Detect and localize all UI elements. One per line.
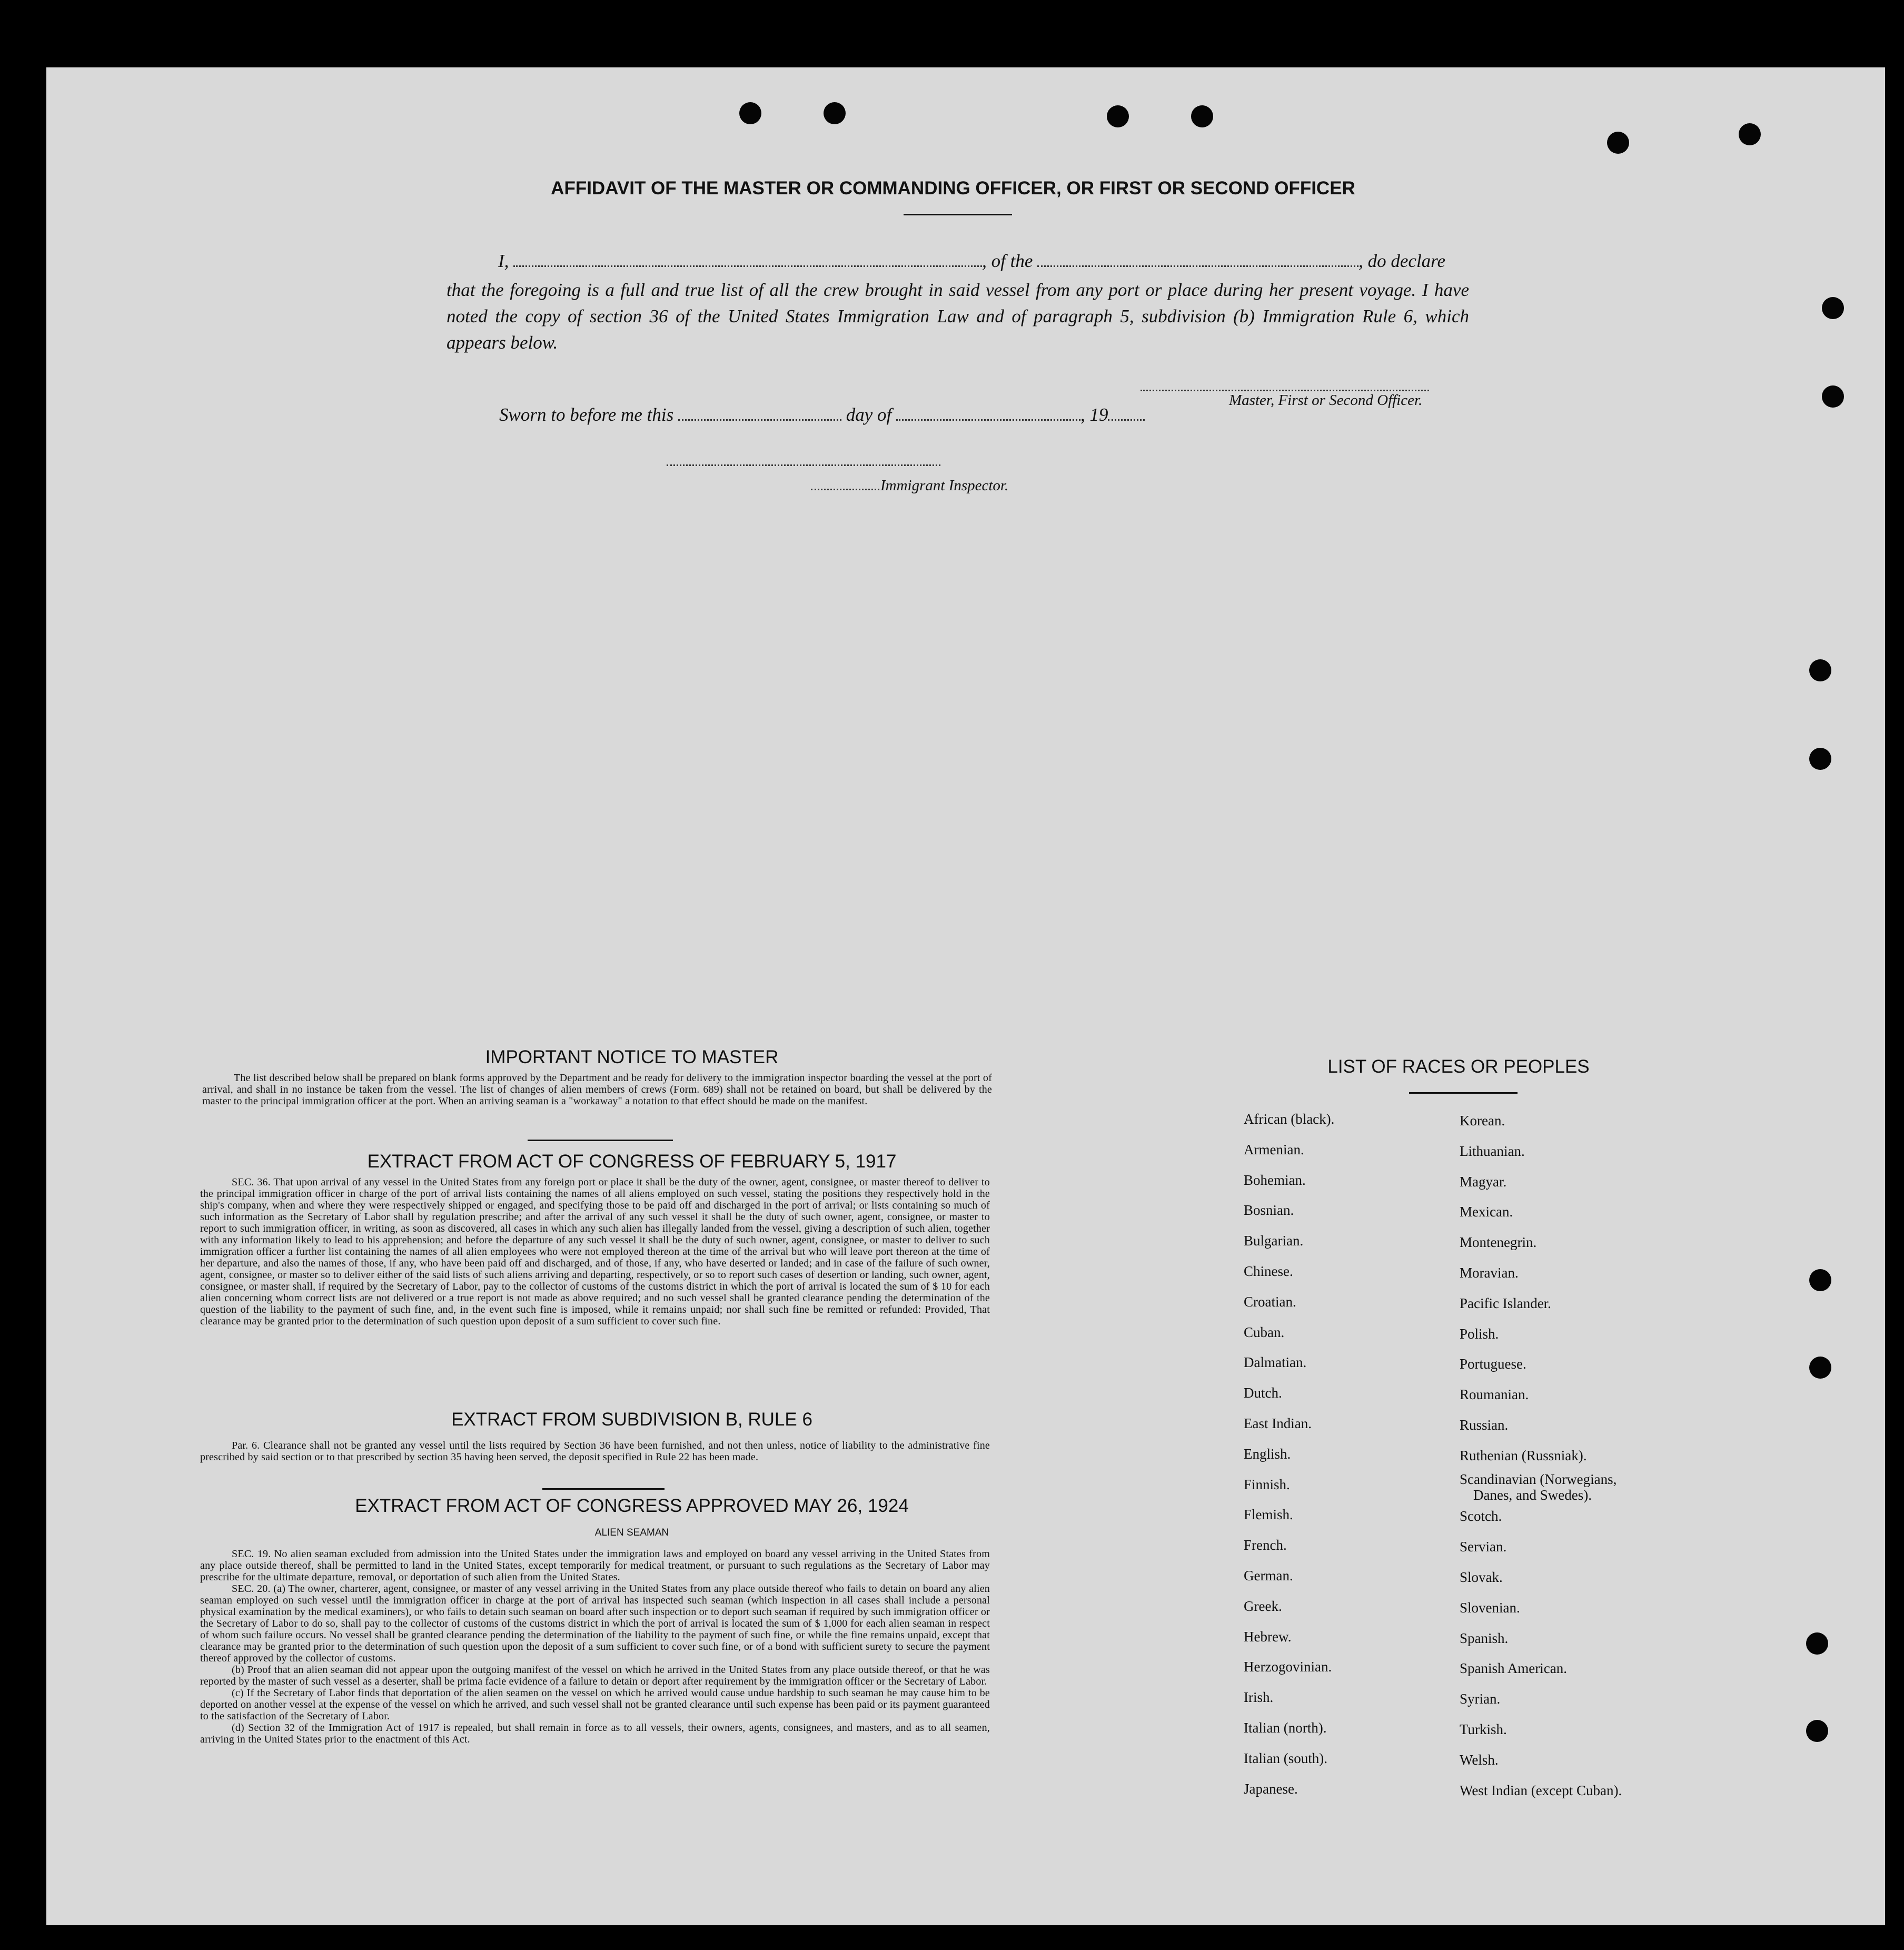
section-20a-text: SEC. 20. (a) The owner, charterer, agent, consignee, or master of any vessel arriving in the United States from any place outside thereof who fails to detain on board any alien seaman employed on such vessel until the immigration officer in charge at the port of arrival has inspected such seaman (which inspection in all cases shall include a personal physical examination by the medical examiners), or who fails to detain such seaman on board after such inspection or to deport such seaman if required by such immigration officer or the Secretary of Labor to do so, shall pay to the collector of customs of the customs district in which the port of arrival is located the sum of $ 1,000 for each alien seaman in respect of whom such failure occurs. No vessel shall be granted clearance pending the determination of the liability to the payment of such fine, or while the fine remains unpaid, except that clearance may be granted prior to the determination of such question upon the deposit of a sum sufficient to cover such fine, or of a bond with sufficient surety to secure the payment thereof approved by the collector of customs. [200,1583,990,1664]
punch-hole [1191,105,1213,127]
master-name-field[interactable] [513,265,982,267]
race-item: Scotch. [1460,1508,1502,1525]
race-item: Pacific Islander. [1460,1295,1551,1311]
race-item: Spanish American. [1460,1660,1567,1677]
notice-body [202,1072,992,1107]
inspector-label: Immigrant Inspector. [880,477,1009,494]
extract-1924-subtitle: ALIEN SEAMAN [594,1527,669,1538]
races-left-column [1244,1104,1334,1804]
sworn-day-field[interactable] [678,419,841,421]
punch-hole [1809,1357,1831,1379]
races-title: LIST OF RACES OR PEOPLES [1327,1056,1590,1077]
race-item: Portuguese. [1460,1356,1526,1372]
inspector-signature-line[interactable] [667,464,940,466]
section-19-text: SEC. 19. No alien seaman excluded from admission into the United States under the immigration laws and employed on board any vessel arriving in the United States from any place outside thereof, shall be permitted to land in the United States, except temporarily for medical treatment, or pursuant to such regulations as the Secretary of Labor may prescribe for the ultimate departure, removal, or deportation of such alien from the United States. [200,1548,990,1583]
punch-hole [1809,659,1831,681]
divider [1409,1092,1518,1094]
affidavit-title: AFFIDAVIT OF THE MASTER OR COMMANDING OFFICER, OR FIRST OR SECOND OFFICER [551,178,1355,199]
affidavit-body: that the foregoing is a full and true list of all the crew brought in said vessel from any port or place during her present voyage. I have noted the copy of section 36 of the United States Immigration Law and of paragraph 5, subdivision (b) Immigration Rule 6, which appears below. [447,280,1469,353]
divider [528,1140,673,1141]
race-item: Japanese. [1244,1780,1298,1797]
race-item: Mexican. [1460,1204,1513,1220]
affidavit-first-line [498,251,1470,272]
race-item: Danes, and Swedes). [1473,1487,1592,1503]
punch-hole [1822,297,1844,319]
notice-text: The list described below shall be prepared on blank forms approved by the Department and be ready for delivery to the immigration inspector boarding the vessel at the port of arrival, and shall in no instance be taken from the vessel. The list of changes of alien members of crews (Form. 689) shall not be retained on board, but shall be delivered by the master to the principal immigration officer at the port. When an arriving seaman is a "workaway" a notation to that effect should be made on the manifest. [202,1072,992,1107]
race-item: Bulgarian. [1244,1233,1304,1249]
race-item: Greek. [1244,1598,1282,1614]
race-item: Irish. [1244,1689,1274,1706]
year-label: , 19 [1080,404,1108,425]
punch-hole [1809,748,1831,770]
punch-hole [1739,123,1761,145]
section-36-text: SEC. 36. That upon arrival of any vessel in the United States from any foreign port or place it shall be the duty of the owner, agent, consignee, or master thereof to deliver to the principal immigration officer in charge of the port of arrival lists containing the names of all aliens employed on such vessel, stating the positions they respectively hold in the ship's company, when and where they were respectively shipped or engaged, and specifying those to be paid off and discharged in the port of arrival; or lists containing so much of such information as the Secretary of Labor shall by regulation prescribe; and after the arrival of any such vessel it shall be the duty of such owner, agent, consignee, or master to report to such immigration officer, in writing, as soon as discovered, all cases in which any such alien has illegally landed from the vessel, giving a description of such alien, together with any information likely to lead to his apprehension; and before the departure of any such vessel it shall be the duty of such owner, agent, consignee, or master to deliver to such immigration officer a further list containing the names of all alien employees who were not employed thereon at the time of the arrival but who will leave port thereon at the time of her departure, and also the names of those, if any, who have been paid off and discharged, and of those, if any, who have deserted or landed; and in case of the failure of such owner, agent, consignee, or master so to deliver either of the said lists of such aliens arriving and departing, respectively, or so to report such cases of desertion or landing, such owner, agent, consignee, or master shall, if required by the Secretary of Labor, pay to the collector of customs of the customs district in which the port of arrival is located the sum of $ 10 for each alien concerning whom correct lists are not delivered or a true report is not made as above required; and no such vessel shall be granted clearance pending the determination of the question of the liability to the payment of such fine, and, in the event such fine is imposed, while it remains unpaid; nor shall such fine be remitted or refunded: Provided, That clearance may be granted prior to the determination of such question upon deposit of a sum sufficient to cover such fine. [200,1176,990,1327]
extract-1924-body [200,1548,990,1745]
divider [542,1488,665,1490]
race-item: Armenian. [1244,1141,1304,1157]
paragraph-6-text: Par. 6. Clearance shall not be granted any vessel until the lists required by Section 36 have been furnished, and not then unless, notice of liability to the administrative fine prescribed by said section or to that prescribed by section 35 having been served, the deposit specified in Rule 22 has been made. [200,1440,990,1463]
rule-6-body [200,1440,990,1463]
master-signature-label: Master, First or Second Officer. [1229,392,1423,409]
race-item: Italian (south). [1244,1750,1327,1766]
race-item: Scandinavian (Norwegians, [1460,1471,1617,1487]
sworn-line [499,404,1145,425]
race-item: German. [1244,1567,1293,1583]
punch-hole [1107,105,1129,127]
extract-1917-body [200,1176,990,1327]
race-item: Korean. [1460,1113,1505,1129]
do-declare-label: , do declare [1358,251,1446,271]
race-item: African (black). [1244,1111,1335,1127]
race-item: Magyar. [1460,1173,1507,1190]
sworn-label: Sworn to before me this [499,404,674,425]
sworn-year-field[interactable] [1108,419,1145,421]
sworn-month-field[interactable] [896,419,1080,421]
race-item: Bohemian. [1244,1172,1306,1188]
race-item: Polish. [1460,1325,1499,1342]
day-of-label: day of [846,404,892,425]
race-item: Finnish. [1244,1476,1290,1492]
i-label: I, [498,251,509,271]
race-item: English. [1244,1446,1291,1462]
section-20d-text: (d) Section 32 of the Immigration Act of 1917 is repealed, but shall remain in force as to all vessels, their owners, agents, consignees, and masters, and as to all seamen, arriving in the United States prior to the enactment of this Act. [200,1722,990,1745]
race-item: Spanish. [1460,1630,1509,1646]
of-the-label: , of the [982,251,1033,271]
race-item: Moravian. [1460,1264,1519,1281]
race-item: Welsh. [1460,1751,1499,1768]
punch-hole [1822,385,1844,408]
section-20b-text: (b) Proof that an alien seaman did not appear upon the outgoing manifest of the vessel on which he arrived in the United States from any place outside thereof, or that he was reported by the master of such vessel as a deserter, shall be prima facie evidence of a failure to detain or deport after requirement by the immigration officer or the Secretary of Labor. [200,1664,990,1687]
race-item: Dalmatian. [1244,1354,1307,1371]
race-item: Turkish. [1460,1721,1507,1737]
race-item: Hebrew. [1244,1628,1292,1645]
race-item: Servian. [1460,1539,1507,1555]
race-item: Herzogovinian. [1244,1659,1332,1675]
races-right-column [1460,1106,1622,1806]
race-item: Dutch. [1244,1385,1282,1401]
race-item: Montenegrin. [1460,1234,1537,1251]
rule-6-title: EXTRACT FROM SUBDIVISION B, RULE 6 [451,1409,812,1430]
punch-hole [739,102,761,124]
extract-1917-title: EXTRACT FROM ACT OF CONGRESS OF FEBRUARY 5, 1917 [367,1151,897,1172]
race-item: Slovenian. [1460,1599,1520,1616]
race-item: East Indian. [1244,1415,1312,1431]
notice-title: IMPORTANT NOTICE TO MASTER [485,1047,779,1067]
punch-hole [1806,1720,1828,1742]
race-item: Lithuanian. [1460,1143,1525,1159]
race-item: Chinese. [1244,1263,1293,1279]
race-item: Bosnian. [1244,1202,1294,1219]
race-item: Roumanian. [1460,1387,1529,1403]
race-item: Russian. [1460,1417,1509,1433]
master-signature-line[interactable] [1141,390,1429,391]
race-item: Flemish. [1244,1507,1293,1523]
race-item: West Indian (except Cuban). [1460,1782,1622,1798]
punch-hole [1806,1632,1828,1655]
inspector-signature-line-lead [811,489,879,490]
extract-1924-title: EXTRACT FROM ACT OF CONGRESS APPROVED MAY 26, 1924 [355,1496,909,1516]
punch-hole [1607,132,1629,154]
divider [904,214,1012,215]
race-item: French. [1244,1537,1287,1553]
race-item: Italian (north). [1244,1719,1327,1736]
punch-hole [1809,1269,1831,1291]
vessel-name-field[interactable] [1037,265,1358,267]
punch-hole [824,102,846,124]
race-item: Ruthenian (Russniak). [1460,1447,1587,1463]
race-item: Cuban. [1244,1324,1285,1340]
section-20c-text: (c) If the Secretary of Labor finds that deportation of the alien seamen on the vessel on which he arrived would cause undue hardship to such seaman he may cause him to be deported on another vessel at the expense of the vessel on which he arrived, and such vessel shall not be granted clearance until such expense has been paid or its payment guaranteed to the satisfaction of the Secretary of Labor. [200,1687,990,1722]
race-item: Slovak. [1460,1569,1503,1585]
race-item-two-line [1460,1471,1622,1502]
race-item: Syrian. [1460,1691,1501,1707]
race-item: Croatian. [1244,1293,1296,1310]
